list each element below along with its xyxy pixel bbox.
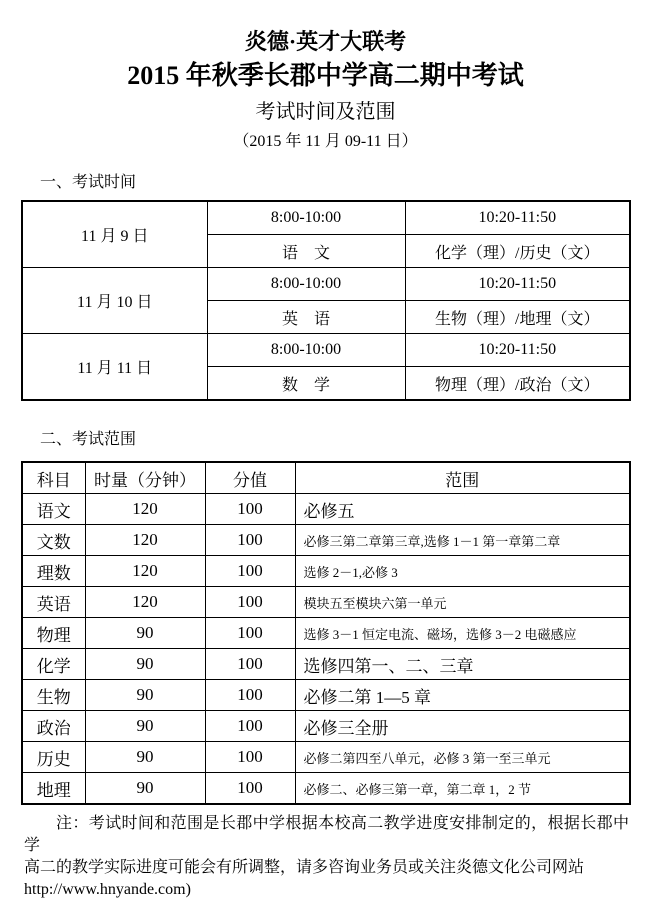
subject-cell: 物理 bbox=[22, 618, 85, 649]
table-row bbox=[22, 525, 630, 556]
score-cell: 100 bbox=[205, 711, 295, 742]
schedule-time-cell: 10:20-11:50 bbox=[405, 268, 630, 301]
schedule-subject-cell: 化学（理）/历史（文） bbox=[405, 235, 630, 268]
footnote-line: 注：考试时间和范围是长郡中学根据本校高二教学进度安排制定的，根据长郡中学 bbox=[24, 815, 629, 854]
table-row bbox=[22, 587, 630, 618]
score-cell: 100 bbox=[205, 525, 295, 556]
doc-title-line2: 2015 年秋季长郡中学高二期中考试 bbox=[127, 61, 524, 90]
range-cell: 必修五 bbox=[295, 494, 630, 525]
footnote-line: http://www.hnyande.com) bbox=[24, 881, 191, 898]
duration-cell: 90 bbox=[85, 680, 205, 711]
schedule-subject-cell: 语 文 bbox=[207, 235, 405, 268]
subject-cell: 理数 bbox=[22, 556, 85, 587]
doc-title-line1: 炎德·英才大联考 bbox=[244, 29, 407, 54]
table-row bbox=[22, 773, 630, 805]
col-header-duration: 时量（分钟） bbox=[85, 462, 205, 494]
schedule-subject-cell: 数 学 bbox=[207, 367, 405, 401]
duration-cell: 120 bbox=[85, 494, 205, 525]
table-row bbox=[22, 201, 630, 235]
range-cell: 模块五至模块六第一单元 bbox=[295, 587, 630, 618]
table-row bbox=[22, 742, 630, 773]
section-heading-exam-time: 一、考试时间 bbox=[40, 174, 137, 191]
doc-date-range: （2015 年 11 月 09-11 日） bbox=[233, 133, 418, 150]
table-row bbox=[22, 494, 630, 525]
col-header-score: 分值 bbox=[205, 462, 295, 494]
col-header-subject: 科目 bbox=[22, 462, 85, 494]
duration-cell: 90 bbox=[85, 618, 205, 649]
range-cell: 选修四第一、二、三章 bbox=[295, 649, 630, 680]
duration-cell: 120 bbox=[85, 525, 205, 556]
score-cell: 100 bbox=[205, 680, 295, 711]
score-cell: 100 bbox=[205, 773, 295, 805]
range-cell: 选修 2－1,必修 3 bbox=[295, 556, 630, 587]
subject-cell: 文数 bbox=[22, 525, 85, 556]
subject-cell: 地理 bbox=[22, 773, 85, 805]
range-cell: 必修二第 1—5 章 bbox=[295, 680, 630, 711]
table-row bbox=[22, 680, 630, 711]
table-header-row bbox=[22, 462, 630, 494]
col-header-range: 范围 bbox=[295, 462, 630, 494]
schedule-time-cell: 8:00-10:00 bbox=[207, 268, 405, 301]
subject-cell: 生物 bbox=[22, 680, 85, 711]
table-row bbox=[22, 649, 630, 680]
subject-cell: 历史 bbox=[22, 742, 85, 773]
footnote bbox=[24, 813, 629, 901]
schedule-time-cell: 8:00-10:00 bbox=[207, 201, 405, 235]
schedule-date-cell: 11 月 9 日 bbox=[22, 201, 207, 268]
schedule-subject-cell: 英 语 bbox=[207, 301, 405, 334]
range-cell: 必修三全册 bbox=[295, 711, 630, 742]
duration-cell: 120 bbox=[85, 587, 205, 618]
schedule-date-cell: 11 月 11 日 bbox=[22, 334, 207, 401]
schedule-time-cell: 8:00-10:00 bbox=[207, 334, 405, 367]
table-row bbox=[22, 268, 630, 301]
range-cell: 必修二、必修三第一章，第二章 1，2 节 bbox=[295, 773, 630, 805]
table-row bbox=[22, 556, 630, 587]
exam-schedule-table bbox=[21, 200, 631, 401]
schedule-time-cell: 10:20-11:50 bbox=[405, 201, 630, 235]
duration-cell: 90 bbox=[85, 742, 205, 773]
schedule-subject-cell: 生物（理）/地理（文） bbox=[405, 301, 630, 334]
exam-scope-table bbox=[21, 461, 631, 805]
score-cell: 100 bbox=[205, 742, 295, 773]
duration-cell: 90 bbox=[85, 649, 205, 680]
section-heading-exam-scope: 二、考试范围 bbox=[40, 431, 137, 448]
duration-cell: 120 bbox=[85, 556, 205, 587]
table-row bbox=[22, 334, 630, 367]
subject-cell: 化学 bbox=[22, 649, 85, 680]
subject-cell: 政治 bbox=[22, 711, 85, 742]
footnote-line: 高二的教学实际进度可能会有所调整，请多咨询业务员或关注炎德文化公司网站 bbox=[24, 859, 585, 876]
schedule-subject-cell: 物理（理）/政治（文） bbox=[405, 367, 630, 401]
range-cell: 选修 3－1 恒定电流、磁场，选修 3－2 电磁感应 bbox=[295, 618, 630, 649]
table-row bbox=[22, 618, 630, 649]
range-cell: 必修二第四至八单元，必修 3 第一至三单元 bbox=[295, 742, 630, 773]
subject-cell: 英语 bbox=[22, 587, 85, 618]
score-cell: 100 bbox=[205, 494, 295, 525]
score-cell: 100 bbox=[205, 587, 295, 618]
score-cell: 100 bbox=[205, 618, 295, 649]
duration-cell: 90 bbox=[85, 711, 205, 742]
subject-cell: 语文 bbox=[22, 494, 85, 525]
table-row bbox=[22, 711, 630, 742]
score-cell: 100 bbox=[205, 649, 295, 680]
schedule-time-cell: 10:20-11:50 bbox=[405, 334, 630, 367]
doc-subtitle: 考试时间及范围 bbox=[255, 101, 396, 123]
score-cell: 100 bbox=[205, 556, 295, 587]
schedule-date-cell: 11 月 10 日 bbox=[22, 268, 207, 334]
duration-cell: 90 bbox=[85, 773, 205, 805]
range-cell: 必修三第二章第三章,选修 1－1 第一章第二章 bbox=[295, 525, 630, 556]
